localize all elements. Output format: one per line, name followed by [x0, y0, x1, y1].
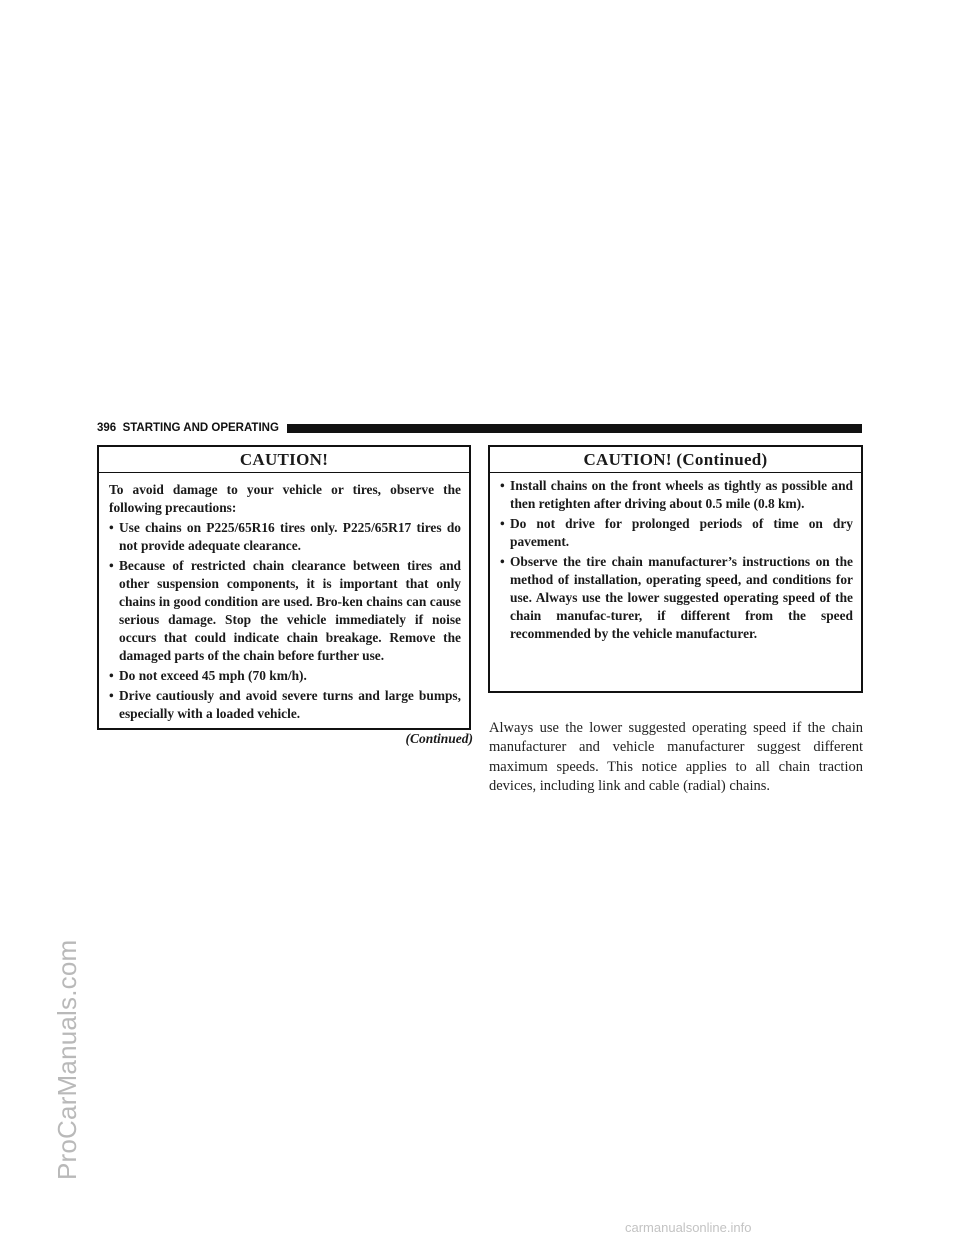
- bullet-item: [109, 667, 461, 685]
- bullet-icon: •: [109, 558, 114, 573]
- caution-box-left: [97, 445, 471, 730]
- bullet-text: Drive cautiously and avoid severe turns and large bumps, especially with a loaded vehicle.: [119, 688, 461, 721]
- caution-intro: To avoid damage to your vehicle or tires, observe the following precautions:: [109, 482, 461, 515]
- caution-body: [490, 473, 861, 643]
- caution-box-right: [488, 445, 863, 693]
- header-rule: [287, 424, 862, 433]
- bullet-icon: •: [109, 668, 114, 683]
- bullet-text: Observe the tire chain manufacturer’s instructions on the method of installation, operating speed, and conditions for use. Always use the lower suggested operating speed of the chain manufac-turer, if different from the speed recommended by the vehicle manufacturer.: [510, 554, 853, 641]
- body-paragraph: Always use the lower suggested operating speed if the chain manufacturer and vehicle manufacturer suggest different maximum speeds. This notice applies to all chain traction devices, including link and cable (radial) chains.: [489, 719, 863, 794]
- bullet-text: Use chains on P225/65R16 tires only. P225/65R17 tires do not provide adequate clearance.: [119, 520, 461, 553]
- page-header: [97, 418, 862, 438]
- bullet-text: Do not drive for prolonged periods of time on dry pavement.: [510, 516, 853, 549]
- section-title: STARTING AND OPERATING: [122, 422, 279, 434]
- bullet-icon: •: [500, 478, 505, 493]
- caution-title: CAUTION! (Continued): [490, 447, 861, 473]
- bullet-text: Do not exceed 45 mph (70 km/h).: [119, 668, 307, 683]
- page-header-label: [97, 422, 287, 434]
- bullet-item: [109, 519, 461, 555]
- bullet-item: [109, 557, 461, 665]
- bullet-text: Because of restricted chain clearance between tires and other suspension components, it is important that only chains in good condition are used. Bro-ken chains can cause serious damage. Stop the vehicle immediately if noise occurs that could indicate chain breakage. Remove the damaged parts of the chain before further use.: [119, 558, 461, 663]
- side-watermark: ProCarManuals.com: [52, 939, 82, 1180]
- footer-watermark: carmanualsonline.info: [625, 1220, 752, 1235]
- bullet-item: [500, 477, 853, 513]
- bullet-text: Install chains on the front wheels as tightly as possible and then retighten after driving about 0.5 mile (0.8 km).: [510, 478, 853, 511]
- caution-title: CAUTION!: [99, 447, 469, 473]
- bullet-item: [500, 553, 853, 643]
- bullet-icon: •: [500, 554, 505, 569]
- bullet-icon: •: [500, 516, 505, 531]
- caution-body: [99, 473, 469, 723]
- bullet-item: [109, 687, 461, 723]
- page-number: 396: [97, 422, 117, 434]
- bullet-item: [500, 515, 853, 551]
- bullet-icon: •: [109, 520, 114, 535]
- continued-label: (Continued): [405, 731, 473, 746]
- bullet-icon: •: [109, 688, 114, 703]
